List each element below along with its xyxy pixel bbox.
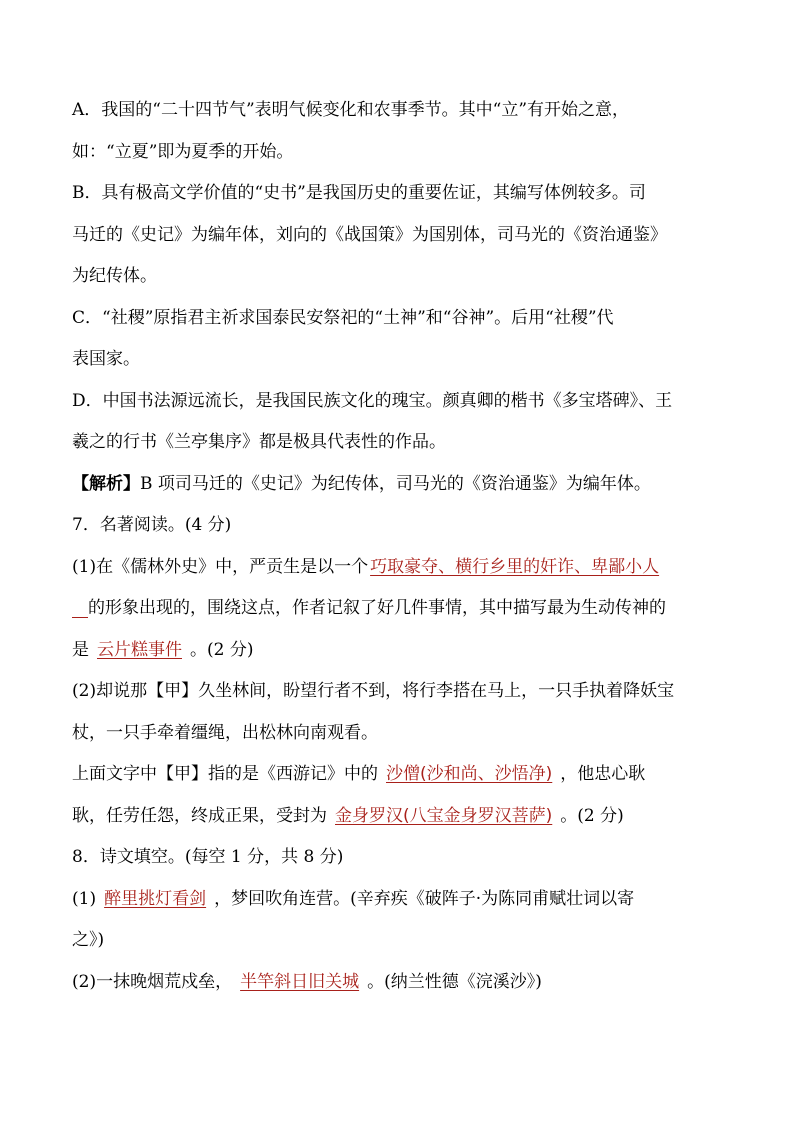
- q7-part1-line3-suffix: 。(2 分): [190, 639, 254, 660]
- q7-part1-line3-prefix: 是: [72, 639, 89, 660]
- q8-item1-suffix: ，梦回吹角连营。(辛弃疾《破阵子·为陈同甫赋壮词以寄: [214, 888, 635, 909]
- q8-heading: 8．诗文填空。(每空 1 分，共 8 分): [72, 847, 344, 867]
- q8-item2-prefix: (2)一抹晚烟荒戍垒，: [72, 971, 233, 992]
- q7-part2-question-line2: [72, 806, 724, 826]
- option-d-line1: D．中国书法源远流长，是我国民族文化的瑰宝。颜真卿的楷书《多宝塔碑》、王: [72, 390, 673, 411]
- answer-blank-tail: [72, 599, 88, 618]
- q8-item2-suffix: 。(纳兰性德《浣溪沙》): [367, 971, 542, 992]
- q8-item2-line: [72, 972, 724, 992]
- q7-part2-answer2: 金身罗汉(八宝金身罗汉菩萨): [335, 805, 553, 826]
- q7-part2-quote-line1: (2)却说那【甲】久坐林间，盼望行者不到，将行李搭在马上，一只手执着降妖宝: [72, 681, 675, 701]
- q7-part1-line1: [72, 557, 724, 577]
- q7-part2-q-prefix2: 耿，任劳任怨，终成正果，受封为: [72, 805, 327, 826]
- option-d-line2: 羲之的行书《兰亭集序》都是极具代表性的作品。: [72, 432, 446, 452]
- option-a-line1: A．我国的“二十四节气”表明气候变化和农事季节。其中“立”有开始之意，: [72, 100, 630, 120]
- q7-part2-q-suffix1: ，他忠心耿: [560, 764, 646, 784]
- analysis-text: B 项司马迁的《史记》为纪传体，司马光的《资治通鉴》为编年体。: [140, 473, 651, 494]
- q7-part1-line2: [72, 598, 724, 618]
- q7-part2-answer1: 沙僧(沙和尚、沙悟净): [386, 764, 553, 784]
- option-b-line2: 马迁的《史记》为编年体，刘向的《战国策》为国别体，司马光的《资治通鉴》: [72, 224, 667, 245]
- option-a-line2: 如：“立夏”即为夏季的开始。: [72, 141, 294, 162]
- q7-part2-q-prefix1: 上面文字中【甲】指的是《西游记》中的: [72, 764, 378, 784]
- q7-part1-line3: [72, 640, 724, 660]
- q8-item1-line2: 之》): [72, 930, 105, 950]
- option-b-line1: B．具有极高文学价值的“史书”是我国历史的重要佐证，其编写体例较多。司: [72, 183, 646, 203]
- q8-item1-prefix: (1): [72, 888, 97, 909]
- q7-part1-answer2: 云片糕事件: [97, 639, 182, 660]
- q8-item1-answer: 醉里挑灯看剑: [104, 888, 207, 909]
- q7-part2-question-line1: [72, 764, 724, 784]
- q8-item2-answer: 半竿斜日旧关城: [240, 971, 360, 992]
- q7-heading: 7．名著阅读。(4 分): [72, 515, 232, 535]
- q8-item1-line1: [72, 889, 724, 909]
- q7-part1-line2-text: 的形象出现的，围绕这点，作者记叙了好几件事情，其中描写最为生动传神的: [88, 598, 666, 618]
- q7-part2-quote-line2: 杖，一只手牵着缰绳，出松林向南观看。: [72, 722, 378, 743]
- option-b-line3: 为纪传体。: [72, 266, 157, 286]
- analysis-label: 【解析】: [72, 473, 140, 494]
- q7-part1-prefix: (1)在《儒林外史》中，严贡生是以一个: [72, 556, 369, 577]
- analysis-line: [72, 474, 724, 494]
- option-c-line2: 表国家。: [72, 349, 140, 369]
- q7-part2-q-suffix2: 。(2 分): [560, 805, 624, 826]
- option-c-line1: C．“社稷”原指君主祈求国泰民安祭祀的“土神”和“谷神”。后用“社稷”代: [72, 307, 614, 328]
- q7-part1-answer1: 巧取豪夺、横行乡里的奸诈、卑鄙小人: [370, 556, 660, 577]
- exam-page: [72, 100, 724, 1013]
